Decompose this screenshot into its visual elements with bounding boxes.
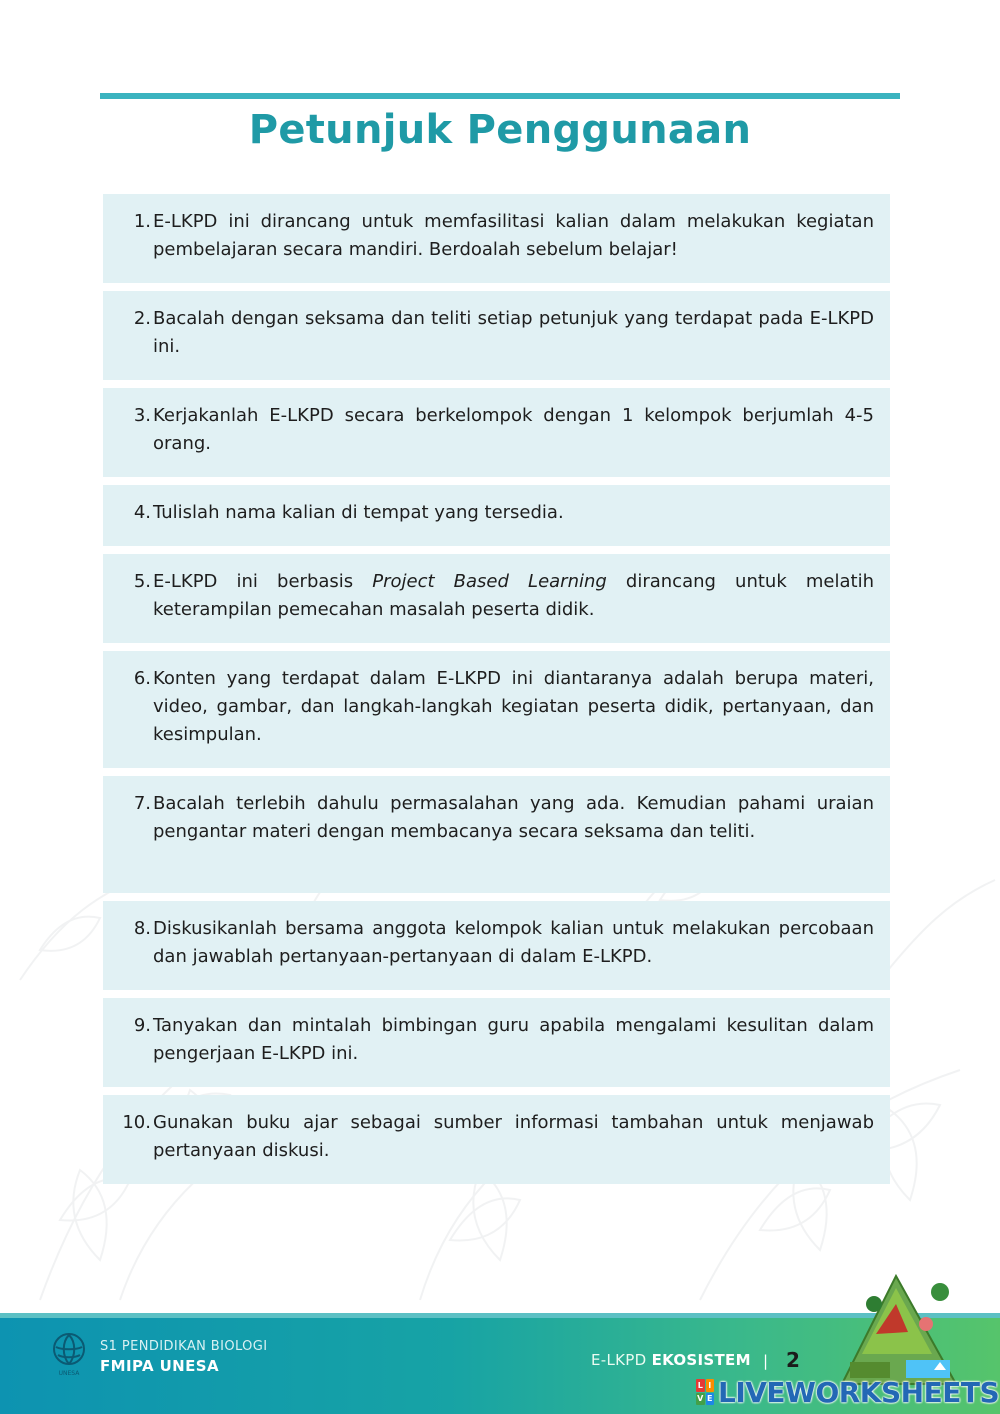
instruction-number: 6.	[133, 668, 151, 689]
instruction-item	[103, 651, 890, 768]
instruction-text-end: dirancang untuk melatih keterampilan pemecahan masalah peserta didik.	[153, 571, 874, 620]
instruction-number: 5.	[133, 571, 151, 592]
badge-letter: L	[697, 1380, 703, 1390]
instruction-text: Konten yang terdapat dalam E-LKPD ini diantaranya adalah berupa materi, video, gambar, dan langkah-langkah kegiatan peserta didik, pertanyaan, dan kesimpulan.	[153, 668, 874, 745]
instruction-number: 2.	[133, 308, 151, 329]
instruction-text: Tanyakan dan mintalah bimbingan guru apabila mengalami kesulitan dalam pengerjaan E-LKPD ini.	[153, 1015, 874, 1064]
instruction-item	[103, 1095, 890, 1184]
instruction-text: Gunakan buku ajar sebagai sumber informasi tambahan untuk menjawab pertanyaan diskusi.	[153, 1112, 874, 1161]
badge-letter: V	[697, 1394, 704, 1404]
instruction-text: E-LKPD ini dirancang untuk memfasilitasi kalian dalam melakukan kegiatan pembelajaran secara mandiri. Berdoalah sebelum belajar!	[153, 211, 874, 260]
instructions-list	[103, 194, 890, 1192]
liveworksheets-text: LIVEWORKSHEETS	[718, 1375, 1000, 1409]
faculty-label: FMIPA UNESA	[100, 1357, 219, 1375]
document-prefix: E-LKPD	[591, 1351, 647, 1369]
instruction-text-start: E-LKPD ini berbasis	[153, 571, 373, 592]
footer-separator: |	[763, 1352, 769, 1370]
instruction-item	[103, 485, 890, 546]
badge-letter: I	[706, 1379, 715, 1392]
instruction-number: 4.	[133, 502, 151, 523]
instruction-item	[103, 998, 890, 1087]
instruction-number: 8.	[133, 918, 151, 939]
instruction-text	[153, 568, 874, 624]
instruction-text: Tulislah nama kalian di tempat yang tersedia.	[153, 502, 564, 523]
unesa-logo-icon	[46, 1330, 92, 1378]
document-label	[591, 1351, 751, 1369]
title-top-rule	[100, 93, 900, 99]
instruction-item	[103, 291, 890, 380]
instruction-item	[103, 901, 890, 990]
department-label: S1 PENDIDIKAN BIOLOGI	[100, 1339, 268, 1354]
instruction-item	[103, 194, 890, 283]
instruction-text: Bacalah terlebih dahulu permasalahan yang ada. Kemudian pahami uraian pengantar materi dengan membacanya secara seksama dan teliti.	[153, 793, 874, 842]
instruction-text: Diskusikanlah bersama anggota kelompok kalian untuk melakukan percobaan dan jawablah pertanyaan-pertanyaan di dalam E-LKPD.	[153, 918, 874, 967]
liveworksheets-watermark	[696, 1374, 999, 1410]
instruction-number: 9.	[133, 1015, 151, 1036]
instruction-item	[103, 388, 890, 477]
liveworksheets-badge-icon	[696, 1379, 714, 1405]
instruction-item	[103, 776, 890, 893]
instruction-text: Bacalah dengan seksama dan teliti setiap petunjuk yang terdapat pada E-LKPD ini.	[153, 308, 874, 357]
instruction-number: 10.	[122, 1112, 151, 1133]
instruction-text-emphasis: Project Based Learning	[372, 571, 607, 592]
instruction-text: Kerjakanlah E-LKPD secara berkelompok dengan 1 kelompok berjumlah 4-5 orang.	[153, 405, 874, 454]
document-topic: EKOSISTEM	[651, 1351, 751, 1369]
badge-letter: E	[707, 1394, 713, 1404]
instruction-item	[103, 554, 890, 643]
instruction-number: 3.	[133, 405, 151, 426]
instruction-number: 7.	[133, 793, 151, 814]
page-title: Petunjuk Penggunaan	[248, 107, 752, 153]
instruction-number: 1.	[133, 211, 151, 232]
logo-caption: UNESA	[58, 1370, 80, 1377]
page-number: 2	[786, 1348, 800, 1372]
